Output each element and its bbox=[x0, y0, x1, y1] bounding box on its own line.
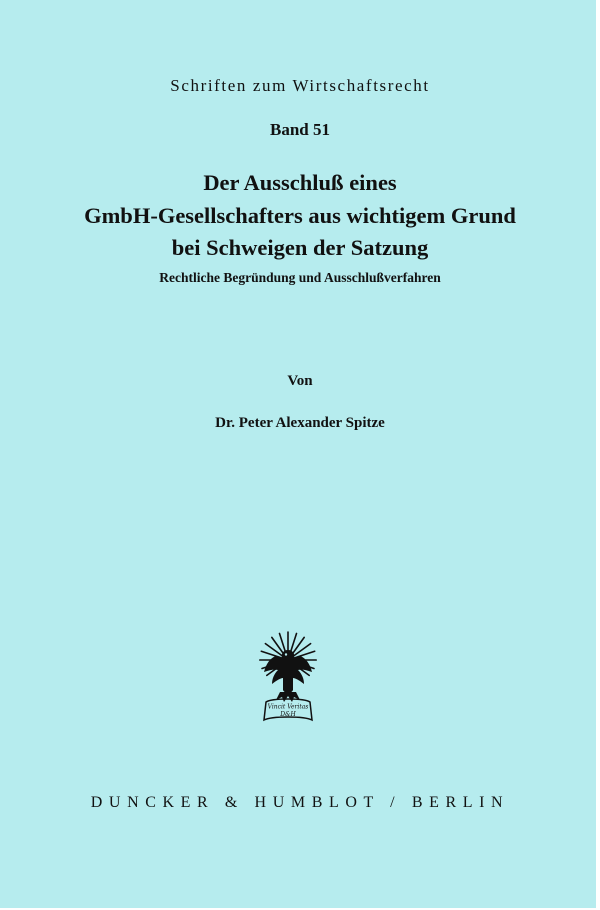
volume-number: Band 51 bbox=[270, 120, 330, 139]
publisher-eagle-emblem-icon bbox=[252, 628, 324, 724]
book-title-line-3: bei Schweigen der Satzung bbox=[171, 235, 429, 260]
book-title-line-2: GmbH-Gesellschafters aus wichtigem Grund bbox=[84, 202, 516, 228]
emblem-mark: D&H bbox=[280, 711, 296, 718]
series-title: Schriften zum Wirtschaftsrecht bbox=[170, 76, 430, 95]
by-label: Von bbox=[287, 373, 313, 389]
book-title-line-1: Der Ausschluß eines bbox=[203, 170, 397, 195]
eagle bbox=[264, 650, 312, 702]
motto-text: Vincit Veritas bbox=[267, 703, 309, 711]
publisher-imprint: DUNCKER & HUMBLOT / BERLIN bbox=[90, 794, 510, 811]
book-subtitle: Rechtliche Begründung und Ausschlußverfahren bbox=[159, 270, 441, 285]
author-name: Dr. Peter Alexander Spitze bbox=[215, 415, 385, 431]
book-title bbox=[0, 167, 600, 265]
